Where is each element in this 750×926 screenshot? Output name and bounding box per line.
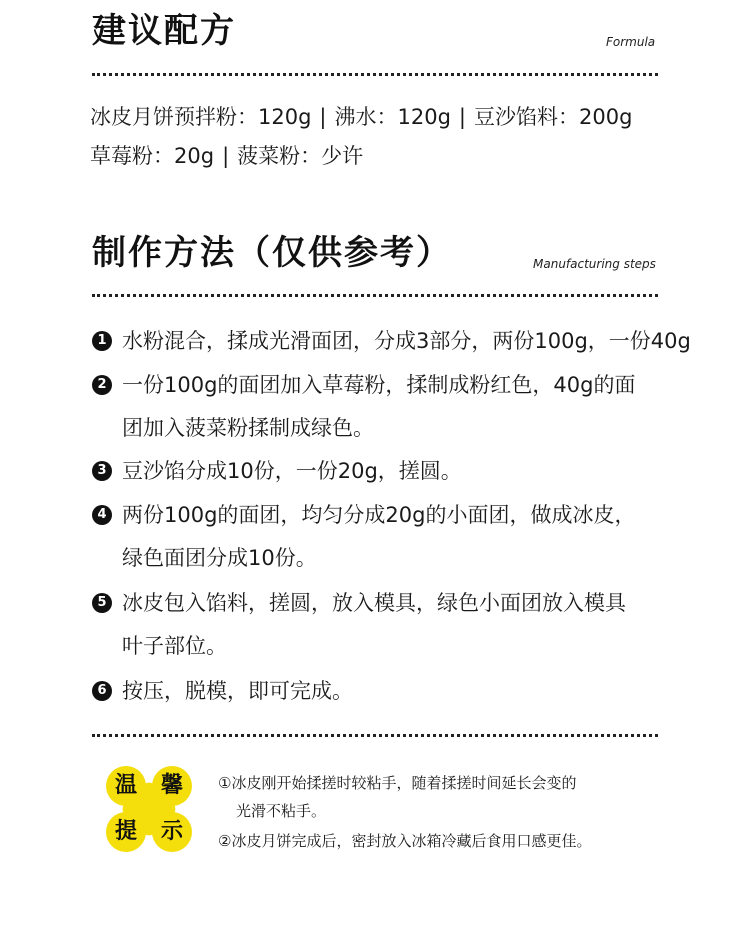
step-6: [92, 670, 672, 713]
formula-line-2: [90, 140, 363, 170]
method-divider: [92, 294, 658, 297]
formula-separator: |: [458, 105, 466, 129]
formula-divider: [92, 73, 658, 76]
step-1: [92, 320, 691, 363]
formula-subtitle: Formula: [606, 35, 656, 49]
formula-separator: |: [222, 144, 230, 168]
formula-separator: |: [319, 105, 327, 129]
formula-item: 冰皮月饼预拌粉：120g: [90, 105, 312, 129]
step-2: [92, 364, 672, 450]
step-4: [92, 494, 672, 580]
step-number-icon: 2: [92, 375, 112, 395]
step-text: 一份100g的面团加入草莓粉，揉制成粉红色，40g的面: [122, 373, 636, 397]
step-number-icon: 5: [92, 593, 112, 613]
formula-item: 沸水：120g: [334, 105, 451, 129]
tips-divider: [92, 734, 658, 737]
step-text: 团加入菠菜粉揉制成绿色。: [122, 416, 374, 440]
step-number-icon: 4: [92, 505, 112, 525]
step-text: 豆沙馅分成10份，一份20g，搓圆。: [122, 459, 462, 483]
badge-char: 提: [114, 819, 137, 844]
formula-item: 菠菜粉：少许: [237, 144, 364, 168]
tip-line-1: ①冰皮刚开始揉搓时较粘手，随着揉搓时间延长会变的: [218, 774, 577, 792]
step-3: [92, 450, 672, 493]
step-number-icon: 3: [92, 461, 112, 481]
tip-line-3: ②冰皮月饼完成后，密封放入冰箱冷藏后食用口感更佳。: [218, 832, 592, 850]
step-text: 两份100g的面团，均匀分成20g的小面团，做成冰皮，: [122, 503, 636, 527]
step-text: 绿色面团分成10份。: [122, 546, 317, 570]
step-text: 冰皮包入馅料，搓圆，放入模具，绿色小面团放入模具: [122, 591, 626, 615]
step-number-icon: 1: [92, 331, 112, 351]
formula-item: 草莓粉：20g: [90, 144, 215, 168]
formula-title: 建议配方: [92, 11, 236, 51]
step-text: 叶子部位。: [122, 634, 227, 658]
step-5: [92, 582, 672, 668]
badge-char: 温: [114, 773, 137, 798]
method-subtitle: Manufacturing steps: [533, 257, 656, 271]
badge-char: 示: [160, 819, 183, 844]
tips-badge: [106, 766, 192, 852]
step-text: 按压，脱模，即可完成。: [122, 679, 353, 703]
step-text: 水粉混合，揉成光滑面团，分成3部分，两份100g，一份40g: [122, 329, 691, 353]
method-title: 制作方法（仅供参考）: [92, 233, 452, 273]
formula-line-1: [90, 101, 632, 131]
tip-line-2: 光滑不粘手。: [236, 802, 327, 820]
step-number-icon: 6: [92, 681, 112, 701]
formula-item: 豆沙馅料：200g: [474, 105, 633, 129]
badge-char: 馨: [160, 773, 183, 798]
